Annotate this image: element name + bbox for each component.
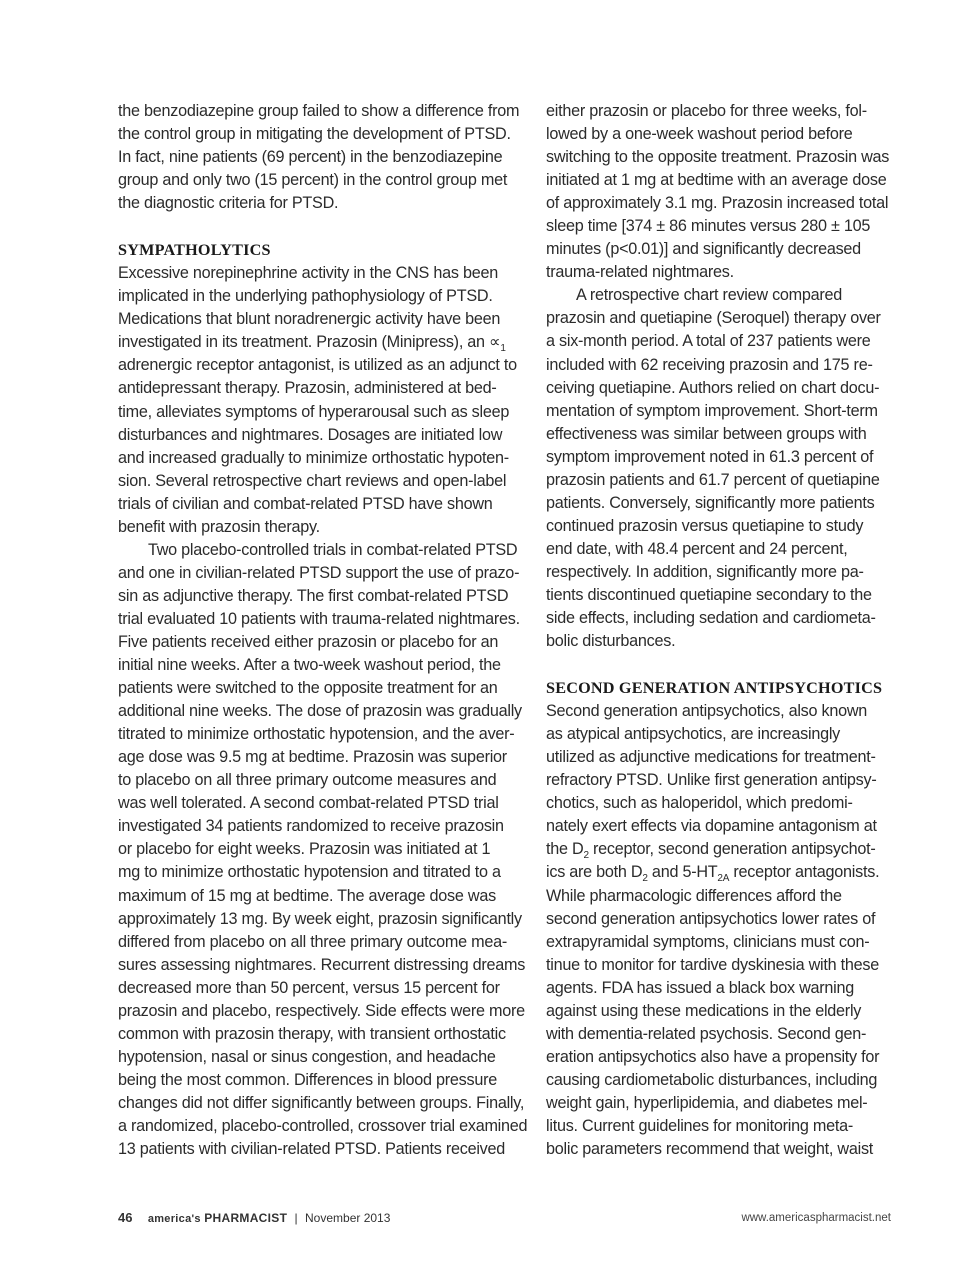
text-line: differed from placebo on all three primary outcome mea- xyxy=(118,932,508,951)
footer-separator: | xyxy=(294,1211,298,1225)
text-line: to placebo on all three primary outcome measures and xyxy=(118,771,497,790)
paragraph-retrospective-review xyxy=(546,284,891,653)
text-line: sin as adjunctive therapy. The first combat-related PTSD xyxy=(118,586,509,605)
paragraph-crossover-trial xyxy=(546,100,891,284)
text-line: the diagnostic criteria for PTSD. xyxy=(118,194,339,213)
text-line: continued prazosin versus quetiapine to study xyxy=(546,516,864,535)
text-line: tinue to monitor for tardive dyskinesia with these xyxy=(546,955,880,974)
text-line: nately exert effects via dopamine antagonism at xyxy=(546,817,877,836)
text-line: changes did not differ significantly between groups. Finally, xyxy=(118,1093,525,1112)
page-footer xyxy=(118,1208,891,1228)
text-line: decreased more than 50 percent, versus 15 percent for xyxy=(118,978,500,997)
text-line: the $D_2$ receptor, second generation antipsychot- xyxy=(546,840,876,862)
text-line: trials of civilian and combat-related PTSD have shown xyxy=(118,494,493,513)
text-line: second generation antipsychotics lower rates of xyxy=(546,909,876,928)
text-line: prazosin patients and 61.7 percent of quetiapine xyxy=(546,470,880,489)
website-url: www.americaspharmacist.net xyxy=(741,1212,891,1224)
text-line: Second generation antipsychotics, also known xyxy=(546,702,868,721)
text-line: prazosin and quetiapine (Seroquel) therapy over xyxy=(546,309,881,328)
magazine-logo: america's PHARMACIST xyxy=(147,1211,288,1225)
text-line: mg to minimize orthostatic hypotension and titrated to a xyxy=(118,863,501,882)
text-line: of approximately 3.1 mg. Prazosin increased total xyxy=(546,194,889,213)
text-line: time, alleviates symptoms of hyperarousal such as sleep xyxy=(118,402,510,421)
text-line: litus. Current guidelines for monitoring meta- xyxy=(546,1116,853,1135)
text-line: a randomized, placebo-controlled, crossover trial examined xyxy=(118,1116,528,1135)
text-line: initial nine weeks. After a two-week washout period, the xyxy=(118,656,501,675)
text-line: common with prazosin therapy, with transient orthostatic xyxy=(118,1024,506,1043)
text-line: end date, with 48.4 percent and 24 percent, xyxy=(546,539,848,558)
text-line: either prazosin or placebo for three weeks, fol- xyxy=(546,102,867,120)
text-line: age dose was 9.5 mg at bedtime. Prazosin was superior xyxy=(118,748,507,767)
text-line: adrenergic receptor antagonist, is utilized as an adjunct to xyxy=(118,356,517,375)
text-line: minutes (p<0.01)] and significantly decreased xyxy=(546,240,861,259)
section-heading-sympatholytics: SYMPATHOLYTICS xyxy=(118,241,271,260)
text-line: extrapyramidal symptoms, clinicians must con- xyxy=(546,932,870,951)
text-line: and increased gradually to minimize orthostatic hypoten- xyxy=(118,448,509,467)
text-line: antidepressant therapy. Prazosin, administered at bed- xyxy=(118,379,497,398)
text-line: titrated to minimize orthostatic hypotension, and the aver- xyxy=(118,725,515,744)
page-number: 46 xyxy=(118,1210,133,1225)
text-line: mentation of symptom improvement. Short-term xyxy=(546,401,878,420)
text-line: trauma-related nightmares. xyxy=(546,263,734,282)
text-line: switching to the opposite treatment. Prazosin was xyxy=(546,148,890,167)
text-line: bolic disturbances. xyxy=(546,632,676,651)
paragraph-sympatholytics-intro xyxy=(118,262,528,539)
text-line: the benzodiazepine group failed to show a difference from xyxy=(118,102,520,120)
text-line: utilized as adjunctive medications for treatment- xyxy=(546,748,876,767)
text-line: benefit with prazosin therapy. xyxy=(118,517,320,536)
text-line: initiated at 1 mg at bedtime with an average dose xyxy=(546,171,887,190)
text-line: against using these medications in the elderly xyxy=(546,1001,862,1020)
text-line: tients discontinued quetiapine secondary to the xyxy=(546,585,872,604)
text-line: patients were switched to the opposite treatment for an xyxy=(118,679,498,698)
text-line: agents. FDA has issued a black box warning xyxy=(546,978,855,997)
text-line: In fact, nine patients (69 percent) in the benzodiazepine xyxy=(118,148,503,167)
text-line: being the most common. Differences in blood pressure xyxy=(118,1070,498,1089)
text-line: causing cardiometabolic disturbances, including xyxy=(546,1070,878,1089)
text-line: respectively. In addition, significantly more pa- xyxy=(546,562,864,581)
text-line: Five patients received either prazosin or placebo for an xyxy=(118,632,499,651)
text-line: sion. Several retrospective chart reviews and open-label xyxy=(118,471,507,490)
issue-date: November 2013 xyxy=(305,1211,391,1225)
text-line: was well tolerated. A second combat-related PTSD trial xyxy=(118,794,499,813)
text-line: ics are both $D_2$ and $5-HT_{2A}$ receptor antagonists. xyxy=(546,863,880,885)
text-line: disturbances and nightmares. Dosages are initiated low xyxy=(118,425,503,444)
text-line: effectiveness was similar between groups with xyxy=(546,424,867,443)
text-line: Two placebo-controlled trials in combat-related PTSD xyxy=(148,540,518,559)
text-line: side effects, including sedation and cardiometa- xyxy=(546,609,876,628)
text-line: sleep time [374 ± 86 minutes versus 280 ± 105 xyxy=(546,217,871,236)
text-line: additional nine weeks. The dose of prazosin was gradually xyxy=(118,702,522,721)
section-heading-second-generation-antipsychotics: SECOND GENERATION ANTIPSYCHOTICS xyxy=(546,679,883,698)
paragraph-placebo-trials xyxy=(118,539,528,1161)
text-line: refractory PTSD. Unlike first generation antipsy- xyxy=(546,771,877,790)
text-line: a six-month period. A total of 237 patients were xyxy=(546,332,871,351)
paragraph-benzodiazepine-conclusion xyxy=(118,100,528,215)
text-line: trial evaluated 10 patients with trauma-related nightmares. xyxy=(118,609,520,628)
text-line: weight gain, hyperlipidemia, and diabetes mel- xyxy=(546,1093,868,1112)
text-line: sures assessing nightmares. Recurrent distressing dreams xyxy=(118,955,526,974)
left-column xyxy=(118,100,528,1161)
text-line: eration antipsychotics also have a propensity for xyxy=(546,1047,880,1066)
text-line: group and only two (15 percent) in the control group met xyxy=(118,171,508,190)
text-line: investigated 34 patients randomized to receive prazosin xyxy=(118,817,504,836)
text-line: 13 patients with civilian-related PTSD. Patients received xyxy=(118,1140,506,1159)
text-line: as atypical antipsychotics, are increasingly xyxy=(546,725,841,744)
text-line: symptom improvement noted in 61.3 percent of xyxy=(546,447,874,466)
text-line: Medications that blunt noradrenergic activity have been xyxy=(118,310,501,329)
text-line: ceiving quetiapine. Authors relied on chart docu- xyxy=(546,378,880,397)
text-line: and one in civilian-related PTSD support the use of prazo- xyxy=(118,563,520,582)
text-line: approximately 13 mg. By week eight, prazosin significantly xyxy=(118,909,522,928)
text-line: Excessive norepinephrine activity in the CNS has been xyxy=(118,264,498,283)
text-line: bolic parameters recommend that weight, waist xyxy=(546,1140,874,1159)
text-line: lowed by a one-week washout period before xyxy=(546,125,853,144)
text-line: or placebo for eight weeks. Prazosin was initiated at 1 xyxy=(118,840,491,859)
text-line: chotics, such as haloperidol, which predomi- xyxy=(546,794,853,813)
text-line: While pharmacologic differences afford the xyxy=(546,886,842,905)
text-line: prazosin and placebo, respectively. Side effects were more xyxy=(118,1001,525,1020)
text-line: maximum of 15 mg at bedtime. The average dose was xyxy=(118,886,496,905)
text-line: hypotension, nasal or sinus congestion, and headache xyxy=(118,1047,496,1066)
text-line: implicated in the underlying pathophysiology of PTSD. xyxy=(118,287,493,306)
text-line: the control group in mitigating the development of PTSD. xyxy=(118,125,511,144)
text-line: investigated in its treatment. Prazosin (Minipress), an $\propto_1$ xyxy=(118,333,506,355)
right-column xyxy=(546,100,891,1161)
text-line: with dementia-related psychosis. Second gen- xyxy=(546,1024,867,1043)
text-line: included with 62 receiving prazosin and 175 re- xyxy=(546,355,873,374)
paragraph-second-generation-antipsychotics xyxy=(546,700,891,1161)
text-line: A retrospective chart review compared xyxy=(576,286,843,305)
text-line: patients. Conversely, significantly more patients xyxy=(546,493,875,512)
